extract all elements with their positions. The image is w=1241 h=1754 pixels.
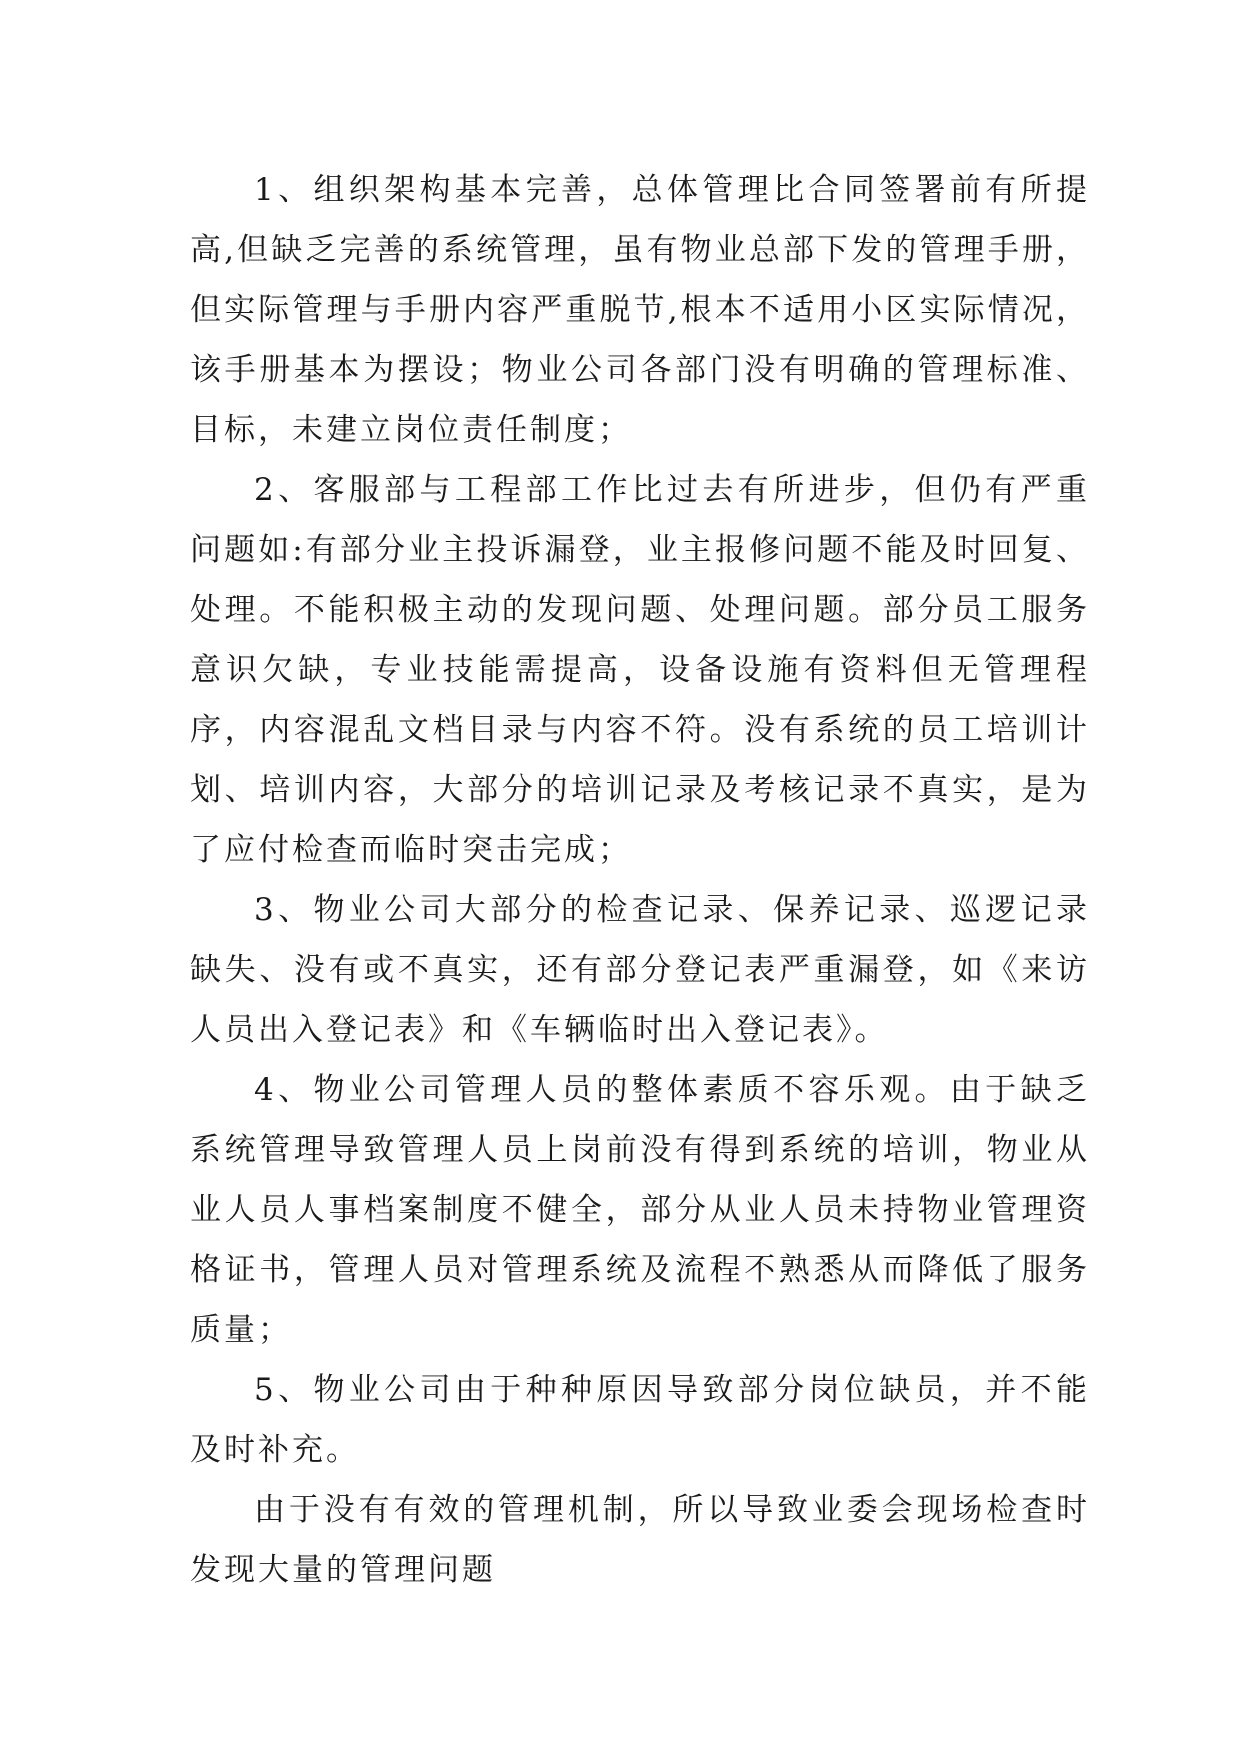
paragraph-item-1: 1、组织架构基本完善，总体管理比合同签署前有所提高,但缺乏完善的系统管理，虽有物业总部下发的管理手册，但实际管理与手册内容严重脱节,根本不适用小区实际情况，该手册基本为摆设；物业公司各部门没有明确的管理标准、目标，未建立岗位责任制度； xyxy=(190,172,1090,448)
paragraph-item-5: 5、物业公司由于种种原因导致部分岗位缺员，并不能及时补充。 xyxy=(190,1372,1090,1468)
paragraph-item-3: 3、物业公司大部分的检查记录、保养记录、巡逻记录缺失、没有或不真实，还有部分登记表严重漏登，如《来访人员出入登记表》和《车辆临时出入登记表》。 xyxy=(190,892,1090,1048)
paragraph-conclusion: 由于没有有效的管理机制，所以导致业委会现场检查时发现大量的管理问题 xyxy=(190,1492,1090,1588)
paragraph-item-2: 2、客服部与工程部工作比过去有所进步，但仍有严重问题如:有部分业主投诉漏登，业主报修问题不能及时回复、处理。不能积极主动的发现问题、处理问题。部分员工服务意识欠缺，专业技能需提高，设备设施有资料但无管理程序，内容混乱文档目录与内容不符。没有系统的员工培训计划、培训内容，大部分的培训记录及考核记录不真实，是为了应付检查而临时突击完成； xyxy=(190,472,1090,868)
document-body xyxy=(190,160,1090,1600)
paragraph-item-4: 4、物业公司管理人员的整体素质不容乐观。由于缺乏系统管理导致管理人员上岗前没有得到系统的培训，物业从业人员人事档案制度不健全，部分从业人员未持物业管理资格证书，管理人员对管理系统及流程不熟悉从而降低了服务质量； xyxy=(190,1072,1090,1348)
